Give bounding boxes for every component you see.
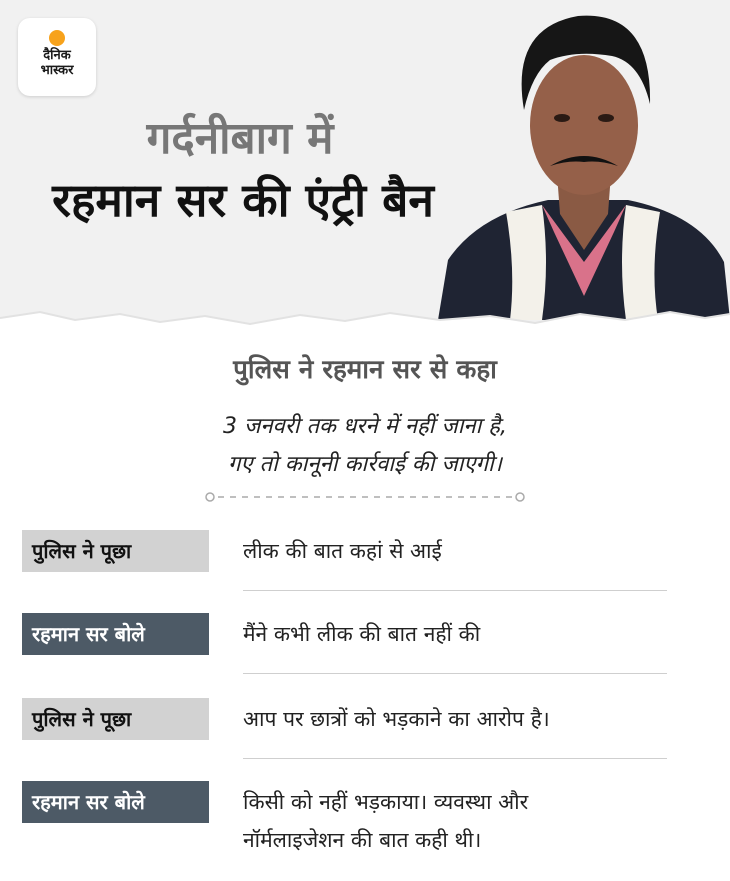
- headline-line-2: रहमान सर की एंट्री बैन: [52, 173, 434, 227]
- person-photo: [438, 0, 730, 320]
- answer-line: किसी को नहीं भड़काया। व्यवस्था और: [243, 790, 529, 814]
- answer-line: मैंने कभी लीक की बात नहीं की: [243, 622, 481, 646]
- answer-line: आप पर छात्रों को भड़काने का आरोप है।: [243, 707, 550, 731]
- police-quote: [100, 408, 630, 484]
- subheading: पुलिस ने रहमान सर से कहा: [233, 355, 497, 385]
- logo-line-1: दैनिक: [43, 48, 71, 63]
- row-separator: [243, 673, 667, 674]
- speaker-badge-police: पुलिस ने पूछा: [22, 530, 209, 572]
- torn-paper-edge: [0, 290, 730, 340]
- row-separator: [243, 590, 667, 591]
- quote-line-1: 3 जनवरी तक धरने में नहीं जाना है,: [223, 414, 507, 439]
- speaker-badge-police: पुलिस ने पूछा: [22, 698, 209, 740]
- quote-line-2: गए तो कानूनी कार्रवाई की जाएगी।: [228, 452, 502, 477]
- speaker-badge-rahman: रहमान सर बोले: [22, 613, 209, 655]
- sun-icon: [49, 30, 65, 46]
- answer-line: लीक की बात कहां से आई: [243, 539, 442, 563]
- dotted-divider: [204, 491, 526, 503]
- header-banner: [0, 0, 730, 340]
- headline-line-1: गर्दनीबाग में: [146, 113, 334, 164]
- dainik-bhaskar-logo: [18, 18, 96, 96]
- row-separator: [243, 758, 667, 759]
- answer-line: नॉर्मलाइजेशन की बात कही थी।: [243, 828, 482, 852]
- speaker-badge-rahman: रहमान सर बोले: [22, 781, 209, 823]
- logo-line-2: भास्कर: [40, 63, 74, 78]
